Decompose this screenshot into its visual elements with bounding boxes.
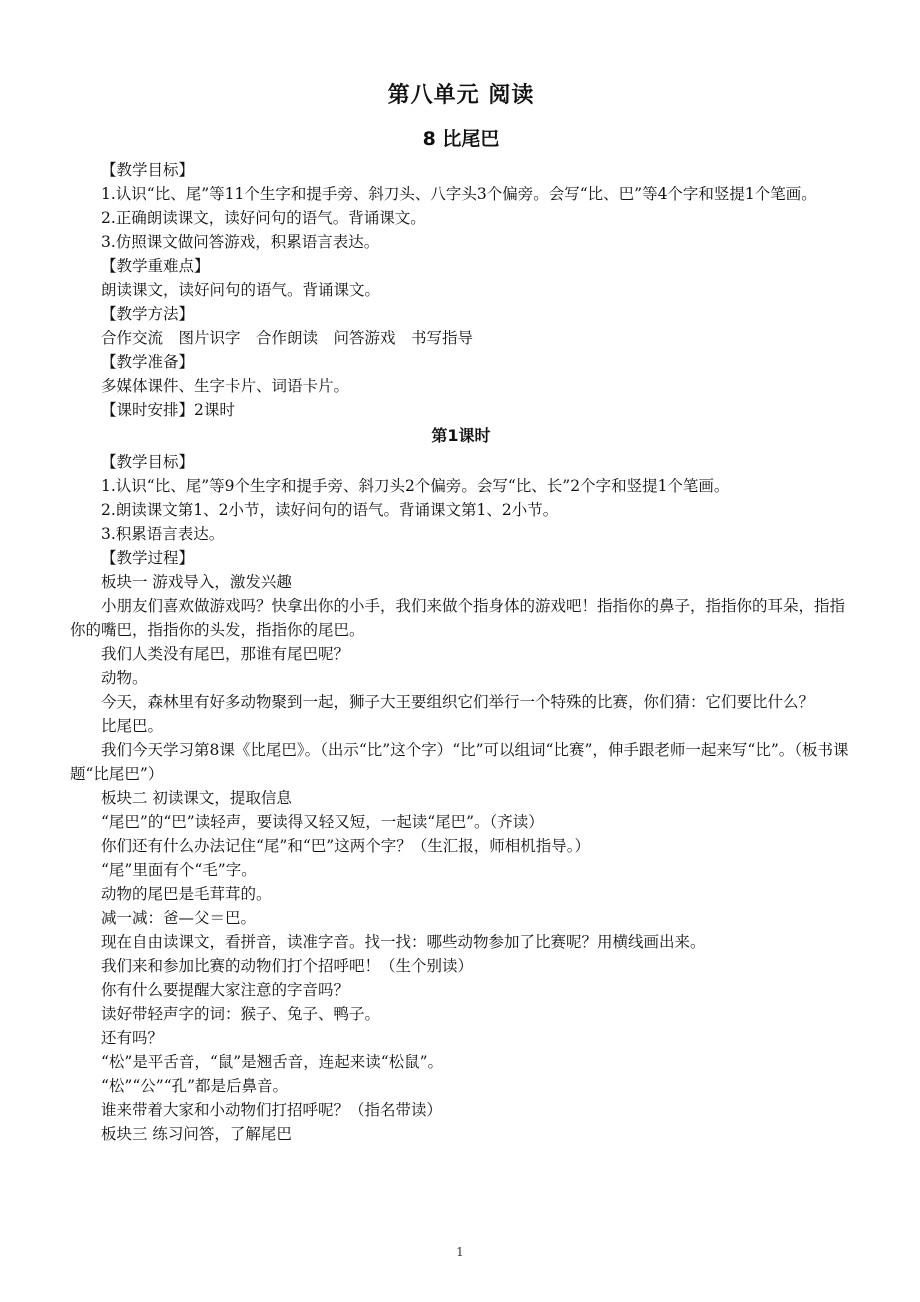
overview-paragraph: 合作交流 图片识字 合作朗读 问答游戏 书写指导 <box>101 329 474 347</box>
period-heading: 第1课时 <box>431 426 491 445</box>
body-paragraph: 今天，森林里有好多动物聚到一起，狮子大王要组织它们举行一个特殊的比赛，你们猜：它们要比什么？ <box>101 693 815 711</box>
overview-paragraph: 1.认识“比、尾”等11个生字和提手旁、斜刀头、八字头3个偏旁。会写“比、巴”等4个字和竖提1个笔画。 <box>101 185 817 203</box>
lesson-overview <box>70 158 852 422</box>
body-paragraph: “尾”里面有个“毛”字。 <box>101 861 257 879</box>
body-paragraph: “松”“公”“孔”都是后鼻音。 <box>101 1077 289 1095</box>
period-body <box>70 450 852 1146</box>
body-paragraph: “尾巴”的“巴”读轻声，要读得又轻又短，一起读“尾巴”。（齐读） <box>101 813 544 831</box>
body-paragraph: 动物的尾巴是毛茸茸的。 <box>101 885 272 903</box>
body-paragraph: 现在自由读课文，看拼音，读准字音。找一找：哪些动物参加了比赛呢？用横线画出来。 <box>101 933 706 951</box>
body-paragraph: 比尾巴。 <box>101 717 164 735</box>
overview-paragraph: 【教学重难点】 <box>101 257 210 275</box>
body-paragraph: 1.认识“比、尾”等9个生字和提手旁、斜刀头2个偏旁。会写“比、长”2个字和竖提1个笔画。 <box>101 477 730 495</box>
page-number: 1 <box>456 1245 464 1259</box>
body-paragraph: 我们人类没有尾巴，那谁有尾巴呢？ <box>101 645 350 663</box>
body-paragraph: 2.朗读课文第1、2小节，读好问句的语气。背诵课文第1、2小节。 <box>101 501 559 519</box>
body-paragraph: 3.积累语言表达。 <box>101 525 225 543</box>
overview-paragraph: 3.仿照课文做问答游戏，积累语言表达。 <box>101 233 380 251</box>
body-paragraph: 谁来带着大家和小动物们打招呼呢？（指名带读） <box>101 1101 443 1119</box>
overview-paragraph: 【教学目标】 <box>101 161 195 179</box>
body-paragraph: 还有吗？ <box>101 1029 164 1047</box>
overview-paragraph: 朗读课文，读好问句的语气。背诵课文。 <box>101 281 381 299</box>
overview-paragraph: 【课时安排】2课时 <box>101 401 235 419</box>
body-paragraph: 板块三 练习问答，了解尾巴 <box>101 1125 292 1143</box>
body-paragraph: 减一减：爸—父＝巴。 <box>101 909 257 927</box>
page-content <box>70 78 852 1146</box>
overview-paragraph: 【教学准备】 <box>101 353 195 371</box>
lesson-title: 8 比尾巴 <box>422 128 500 150</box>
body-paragraph: “松”是平舌音，“鼠”是翘舌音，连起来读“松鼠”。 <box>101 1053 444 1071</box>
body-paragraph: 我们今天学习第8课《比尾巴》。（出示“比”这个字）“比”可以组词“比赛”，伸手跟老师一起来写“比”。（板书课题“比尾巴”） <box>70 741 849 783</box>
overview-paragraph: 2.正确朗读课文，读好问句的语气。背诵课文。 <box>101 209 426 227</box>
body-paragraph: 动物。 <box>101 669 148 687</box>
body-paragraph: 小朋友们喜欢做游戏吗？快拿出你的小手，我们来做个指身体的游戏吧！指指你的鼻子，指指你的耳朵，指指你的嘴巴，指指你的头发，指指你的尾巴。 <box>70 597 846 639</box>
unit-title: 第八单元 阅读 <box>387 83 535 108</box>
overview-paragraph: 【教学方法】 <box>101 305 195 323</box>
body-paragraph: 你有什么要提醒大家注意的字音吗？ <box>101 981 350 999</box>
body-paragraph: 板块一 游戏导入，激发兴趣 <box>101 573 292 591</box>
body-paragraph: 你们还有什么办法记住“尾”和“巴”这两个字？（生汇报，师相机指导。） <box>101 837 590 855</box>
body-paragraph: 读好带轻声字的词：猴子、兔子、鸭子。 <box>101 1005 381 1023</box>
body-paragraph: 我们来和参加比赛的动物们打个招呼吧！（生个别读） <box>101 957 474 975</box>
body-paragraph: 【教学过程】 <box>101 549 195 567</box>
overview-paragraph: 多媒体课件、生字卡片、词语卡片。 <box>101 377 350 395</box>
body-paragraph: 板块二 初读课文，提取信息 <box>101 789 292 807</box>
body-paragraph: 【教学目标】 <box>101 453 195 471</box>
